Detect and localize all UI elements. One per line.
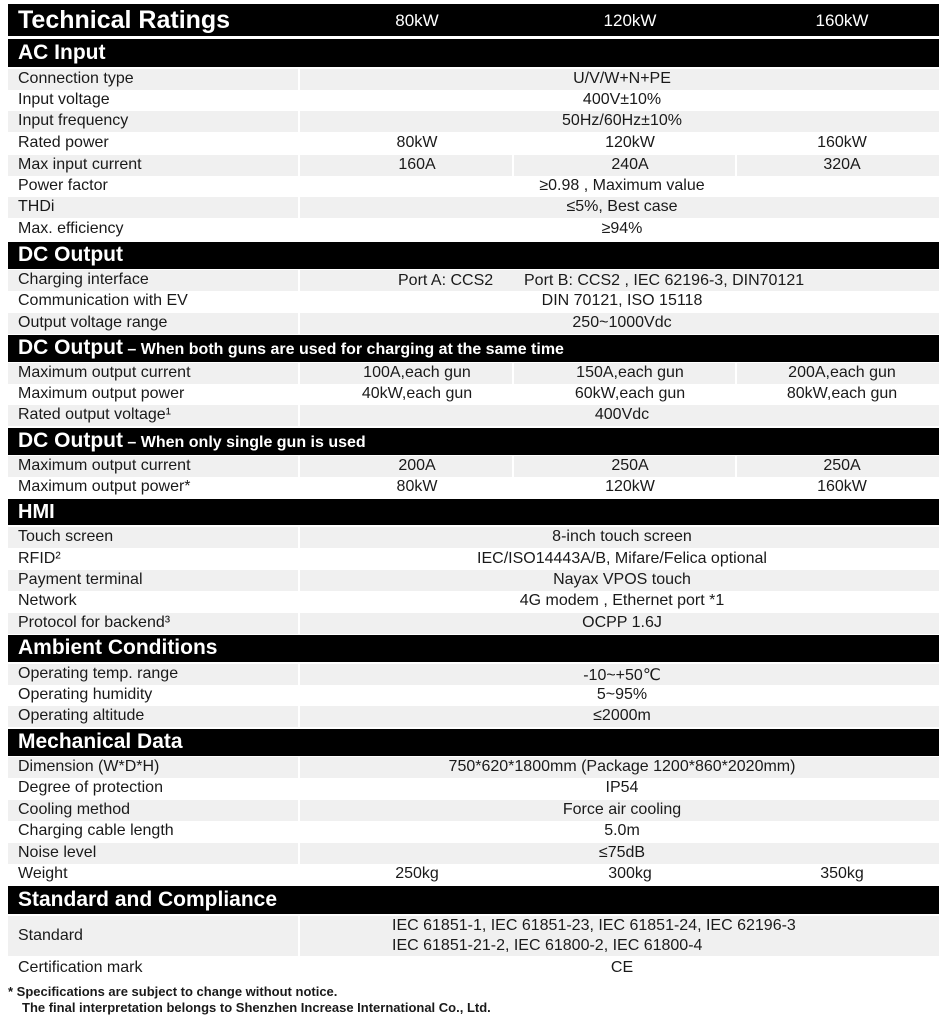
spec-row <box>8 778 939 799</box>
footer-line-1: * Specifications are subject to change without notice. <box>8 984 338 999</box>
column-divider <box>512 155 514 176</box>
footer-line-2: The final interpretation belongs to Shenzhen Increase International Co., Ltd. <box>22 1000 491 1015</box>
spec-label: Noise level <box>18 844 97 861</box>
column-divider <box>735 363 737 384</box>
spec-value: CE <box>610 959 634 976</box>
spec-value: 120kW <box>605 134 655 151</box>
port-b-value: Port B: CCS2 , IEC 62196-3, DIN70121 <box>524 272 805 289</box>
spec-value: OCPP 1.6J <box>582 614 662 631</box>
spec-value: 40kW,each gun <box>361 385 473 402</box>
spec-value: 120kW <box>605 478 655 495</box>
row-divider <box>298 313 300 334</box>
spec-value: ≤2000m <box>593 707 651 724</box>
column-divider <box>735 456 737 477</box>
spec-row <box>8 843 939 864</box>
spec-value: 160A <box>398 156 436 173</box>
spec-value: 350kg <box>820 865 864 882</box>
spec-label: Payment terminal <box>18 571 143 588</box>
row-divider <box>298 570 300 591</box>
spec-label: Operating temp. range <box>18 665 179 682</box>
spec-label: Operating altitude <box>18 707 145 724</box>
spec-row <box>8 219 939 240</box>
row-divider <box>298 405 300 426</box>
row-divider <box>298 270 300 291</box>
spec-value: 400V±10% <box>582 91 662 108</box>
spec-row <box>8 176 939 197</box>
spec-row <box>8 864 939 885</box>
row-divider <box>298 69 300 90</box>
row-divider <box>298 706 300 727</box>
spec-value: IP54 <box>605 779 639 796</box>
port-a-value: Port A: CCS2 <box>398 272 494 289</box>
top-header <box>8 4 939 36</box>
spec-label: Cooling method <box>18 801 131 818</box>
section-title <box>18 501 55 524</box>
spec-value: U/V/W+N+PE <box>573 70 671 87</box>
spec-label: Dimension (W*D*H) <box>18 758 160 775</box>
spec-row <box>8 111 939 132</box>
spec-label: Operating humidity <box>18 686 153 703</box>
column-divider <box>512 363 514 384</box>
spec-value: 8-inch touch screen <box>552 528 692 545</box>
standard-line: IEC 61851-21-2, IEC 61800-2, IEC 61800-4 <box>392 937 703 954</box>
spec-value: 250kg <box>395 865 439 882</box>
section-title <box>18 41 105 65</box>
section-subtitle: – When both guns are used for charging at the same time <box>122 341 564 358</box>
spec-row <box>8 821 939 842</box>
spec-label: Degree of protection <box>18 779 163 796</box>
spec-row <box>8 133 939 154</box>
row-divider <box>298 527 300 548</box>
spec-row <box>8 664 939 685</box>
section-title-text: DC Output <box>18 336 123 359</box>
spec-label: Certification mark <box>18 959 143 976</box>
spec-value: 400Vdc <box>594 406 650 423</box>
footer-note <box>8 984 491 1016</box>
spec-row <box>8 527 939 548</box>
spec-value: 240A <box>611 156 649 173</box>
column-divider <box>735 155 737 176</box>
spec-label: Max input current <box>18 156 142 173</box>
spec-value: 250A <box>823 457 861 474</box>
spec-value: 300kg <box>608 865 652 882</box>
spec-value: 4G modem , Ethernet port *1 <box>519 592 725 609</box>
spec-label: Input voltage <box>18 91 110 108</box>
section-header-dc-both <box>8 335 939 362</box>
spec-row <box>8 155 939 176</box>
row-divider <box>298 757 300 778</box>
spec-value: 160kW <box>817 134 867 151</box>
spec-row <box>8 570 939 591</box>
section-title-text: Mechanical Data <box>18 730 183 753</box>
spec-row <box>8 270 939 291</box>
spec-label: THDi <box>18 198 55 215</box>
spec-label: Connection type <box>18 70 134 87</box>
section-title-text: Ambient Conditions <box>18 636 218 659</box>
spec-value: 80kW <box>396 478 438 495</box>
spec-row <box>8 591 939 612</box>
section-header-hmi <box>8 499 939 525</box>
spec-row <box>8 800 939 821</box>
spec-row <box>8 706 939 727</box>
section-title <box>18 636 217 660</box>
spec-row <box>8 456 939 477</box>
spec-label: Maximum output current <box>18 364 191 381</box>
spec-value: 200A <box>398 457 436 474</box>
spec-row <box>8 313 939 334</box>
spec-value: 80kW <box>396 134 438 151</box>
spec-value: DIN 70121, ISO 15118 <box>541 292 703 309</box>
header-col-80kw: 80kW <box>395 11 439 30</box>
section-title <box>18 243 123 267</box>
spec-row <box>8 384 939 405</box>
spec-value: 50Hz/60Hz±10% <box>562 112 682 129</box>
spec-label: Standard <box>18 927 83 944</box>
spec-value: -10~+50℃ <box>583 667 661 684</box>
spec-label: Rated output voltage¹ <box>18 406 171 423</box>
row-divider <box>298 800 300 821</box>
section-title-text: DC Output <box>18 429 123 452</box>
spec-label: Protocol for backend³ <box>18 614 171 631</box>
spec-label: Power factor <box>18 177 108 194</box>
section-title-text: DC Output <box>18 243 123 266</box>
spec-value: ≤75dB <box>598 844 646 861</box>
section-header-ac <box>8 39 939 67</box>
spec-label: Touch screen <box>18 528 114 545</box>
spec-value: 250A <box>611 457 649 474</box>
header-col-160kw: 160kW <box>815 11 869 30</box>
section-title-text: HMI <box>18 501 55 523</box>
row-divider <box>298 916 300 956</box>
spec-row <box>8 90 939 111</box>
spec-value: ≥94% <box>601 220 643 237</box>
section-title-text: Standard and Compliance <box>18 888 278 911</box>
header-col-120kw: 120kW <box>603 11 657 30</box>
spec-row <box>8 757 939 778</box>
spec-row <box>8 197 939 218</box>
spec-value: Force air cooling <box>562 801 682 818</box>
row-divider <box>298 664 300 685</box>
row-divider <box>298 155 300 176</box>
section-title <box>18 429 366 453</box>
spec-row <box>8 549 939 570</box>
spec-value: ≤5%, Best case <box>566 198 678 215</box>
spec-row <box>8 685 939 706</box>
row-divider <box>298 197 300 218</box>
spec-label: Input frequency <box>18 112 129 129</box>
row-divider <box>298 456 300 477</box>
spec-row <box>8 405 939 426</box>
section-header-dc-single <box>8 428 939 455</box>
column-divider <box>512 456 514 477</box>
spec-label: Charging cable length <box>18 822 174 839</box>
spec-label: Maximum output power <box>18 385 185 402</box>
spec-value: 5~95% <box>596 686 648 703</box>
spec-row <box>8 291 939 312</box>
spec-label: Maximum output power* <box>18 478 191 495</box>
spec-value: 60kW,each gun <box>574 385 686 402</box>
section-header-ambient <box>8 635 939 662</box>
spec-label: Weight <box>18 865 68 882</box>
spec-label: Charging interface <box>18 271 149 288</box>
spec-value: IEC/ISO14443A/B, Mifare/Felica optional <box>477 550 767 567</box>
spec-row <box>8 916 939 956</box>
spec-value: 150A,each gun <box>576 364 684 381</box>
spec-label: RFID² <box>18 550 61 567</box>
spec-label: Network <box>18 592 77 609</box>
row-divider <box>298 613 300 634</box>
spec-value: Nayax VPOS touch <box>553 571 691 588</box>
section-title <box>18 888 277 912</box>
spec-value: 100A,each gun <box>363 364 471 381</box>
row-divider <box>298 363 300 384</box>
section-header-mech <box>8 729 939 756</box>
spec-value: 200A,each gun <box>788 364 896 381</box>
spec-row <box>8 613 939 634</box>
section-title <box>18 336 564 360</box>
spec-row <box>8 477 939 498</box>
section-header-dc <box>8 242 939 269</box>
spec-value: 160kW <box>817 478 867 495</box>
section-title-text: AC Input <box>18 41 106 64</box>
section-header-std <box>8 886 939 914</box>
spec-value: 750*620*1800mm (Package 1200*860*2020mm) <box>448 758 796 775</box>
spec-value: 5.0m <box>604 822 640 839</box>
spec-row <box>8 363 939 384</box>
spec-value: 80kW,each gun <box>786 385 898 402</box>
page-title: Technical Ratings <box>18 6 231 34</box>
row-divider <box>298 843 300 864</box>
standard-line: IEC 61851-1, IEC 61851-23, IEC 61851-24, IEC 62196-3 <box>392 917 796 934</box>
spec-value: 250~1000Vdc <box>572 314 672 331</box>
section-title <box>18 730 183 754</box>
spec-label: Rated power <box>18 134 109 151</box>
spec-row <box>8 69 939 90</box>
section-subtitle: – When only single gun is used <box>122 434 366 451</box>
row-divider <box>298 111 300 132</box>
spec-label: Max. efficiency <box>18 220 124 237</box>
spec-value: ≥0.98 , Maximum value <box>539 177 705 194</box>
spec-label: Maximum output current <box>18 457 191 474</box>
spec-label: Output voltage range <box>18 314 168 331</box>
spec-value: 320A <box>823 156 861 173</box>
spec-row <box>8 957 939 979</box>
spec-label: Communication with EV <box>18 292 188 309</box>
